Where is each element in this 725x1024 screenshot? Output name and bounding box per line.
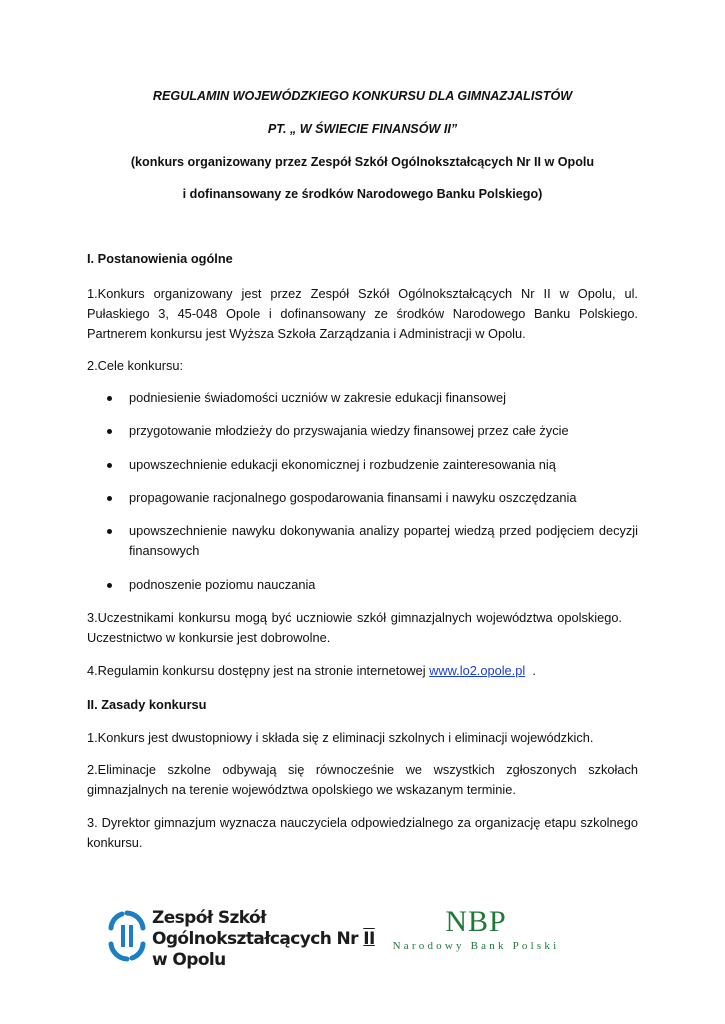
- bullet-icon: [107, 583, 112, 588]
- goal-text: podniesienie świadomości uczniów w zakresie edukacji finansowej: [129, 390, 506, 405]
- zso-emblem-icon: [108, 910, 146, 962]
- section-1-paragraph-2: 2.Cele konkursu:: [87, 358, 184, 373]
- title-line-1: REGULAMIN WOJEWÓDZKIEGO KONKURSU DLA GIMNAZJALISTÓW: [152, 89, 573, 103]
- paragraph-4-text: 4.Regulamin konkursu dostępny jest na stronie internetowej: [87, 663, 430, 678]
- goal-text: upowszechnienie edukacji ekonomicznej i rozbudzenie zainteresowania nią: [129, 457, 556, 472]
- zso-name-line-2: [152, 929, 375, 950]
- nbp-logo-fullname: Narodowy Bank Polski: [392, 940, 560, 952]
- section-1-paragraph-4: [87, 661, 638, 681]
- title-line-2: PT. „ W ŚWIECIE FINANSÓW II”: [267, 122, 458, 136]
- section-1-paragraph-3: 3.Uczestnikami konkursu mogą być uczniowie szkół gimnazjalnych województwa opolskiego. Uczestnictwo w konkursie jest dobrowolne.: [87, 610, 622, 645]
- nbp-logo: [376, 906, 576, 952]
- zso-logo-text: [152, 908, 375, 971]
- bullet-icon: [107, 396, 112, 401]
- goal-list-item: [107, 388, 638, 408]
- goal-text: przygotowanie młodzieży do przyswajania wiedzy finansowej przez całe życie: [129, 423, 569, 438]
- section-2-paragraph-1: 1.Konkurs jest dwustopniowy i składa się z eliminacji szkolnych i eliminacji wojewódzkich.: [87, 730, 594, 745]
- bullet-icon: [107, 496, 112, 501]
- goal-text: podnoszenie poziomu nauczania: [129, 577, 316, 592]
- goal-list-item: [107, 521, 638, 561]
- paragraph-4-end: .: [525, 663, 536, 678]
- website-link[interactable]: www.lo2.opole.pl: [429, 663, 526, 678]
- zso-name-line-2-text: Ogólnokształcących Nr: [152, 929, 358, 949]
- goal-list-item: [107, 455, 638, 475]
- goal-text: propagowanie racjonalnego gospodarowania finansami i nawyku oszczędzania: [129, 490, 577, 505]
- goal-text: upowszechnienie nawyku dokonywania analizy popartej wiedzą przed podjęciem decyzji finansowych: [129, 523, 638, 558]
- bullet-icon: [107, 463, 112, 468]
- goal-list-item: [107, 421, 638, 441]
- bullet-icon: [107, 429, 112, 434]
- goal-list-item: [107, 575, 638, 595]
- nbp-logo-abbrev: NBP: [445, 905, 507, 938]
- section-1-heading: I. Postanowienia ogólne: [87, 251, 233, 266]
- section-1-paragraph-1: 1.Konkurs organizowany jest przez Zespół Szkół Ogólnokształcących Nr II w Opolu, ul. Pułaskiego 3, 45-048 Opole i dofinansowany ze środków Narodowego Banku Polskiego. Partnerem konkursu jest Wyższa Szkoła Zarządzania i Administracji w Opolu.: [87, 286, 638, 341]
- subtitle-line-2: i dofinansowany ze środków Narodowego Banku Polskiego): [182, 187, 543, 201]
- goal-list-item: [107, 488, 638, 508]
- subtitle-line-1: (konkurs organizowany przez Zespół Szkół Ogólnokształcących Nr II w Opolu: [130, 155, 595, 169]
- section-2-paragraph-2: 2.Eliminacje szkolne odbywają się równocześnie we wszystkich zgłoszonych szkołach gimnazjalnych na terenie województwa opolskiego we wskazanym terminie.: [87, 762, 638, 797]
- bullet-icon: [107, 529, 112, 534]
- zso-name-line-3: w Opolu: [152, 950, 226, 970]
- zso-name-line-1: Zespół Szkół: [152, 908, 266, 928]
- section-2-heading: II. Zasady konkursu: [87, 697, 207, 712]
- zso-roman-numeral: II: [363, 929, 375, 949]
- section-2-paragraph-3: 3. Dyrektor gimnazjum wyznacza nauczyciela odpowiedzialnego za organizację etapu szkolnego konkursu.: [87, 815, 638, 850]
